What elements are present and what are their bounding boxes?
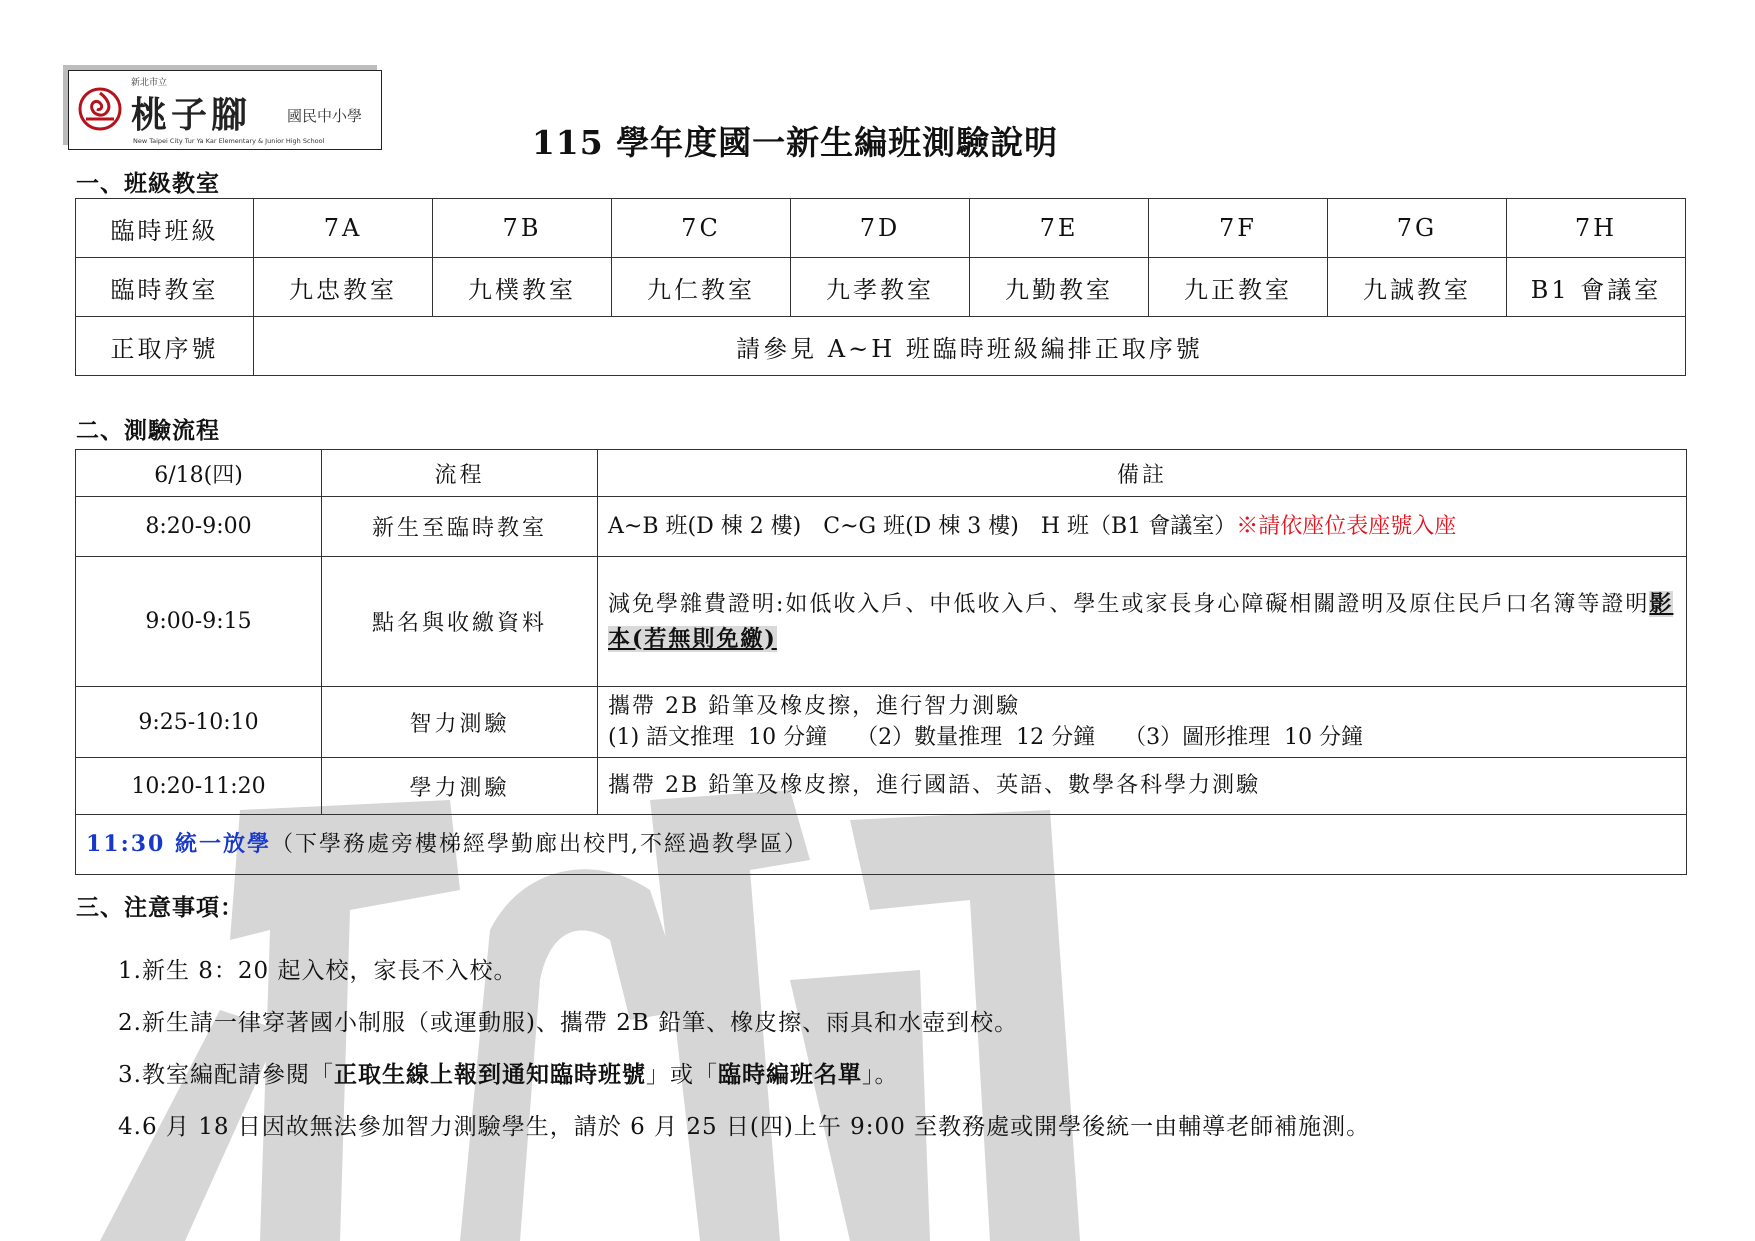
- page-title: 115 學年度國一新生編班測驗說明: [531, 123, 1059, 162]
- time-cell: 10:20-11:20: [76, 758, 322, 815]
- header-date: 6/18(四): [76, 450, 322, 497]
- class-cell: 7G: [1328, 199, 1507, 258]
- class-cell: 7F: [1149, 199, 1328, 258]
- class-cell: 7A: [254, 199, 433, 258]
- class-cell: 7C: [612, 199, 791, 258]
- time-cell: 8:20-9:00: [76, 497, 322, 557]
- note-cell: 攜帶 2B 鉛筆及橡皮擦，進行國語、英語、數學各科學力測驗: [598, 758, 1687, 815]
- table-row: [76, 687, 1687, 758]
- note-cell: [598, 687, 1687, 758]
- school-logo: [68, 70, 382, 150]
- note-item-3: [118, 1056, 898, 1089]
- table-row: [76, 758, 1687, 815]
- room-cell: 九樸教室: [433, 258, 612, 317]
- process-cell: 學力測驗: [322, 758, 598, 815]
- row-label: 臨時教室: [76, 258, 254, 317]
- logo-english-name: New Taipei City Tur Ya Kar Elementary & Junior High School: [133, 137, 325, 145]
- time-cell: 9:00-9:15: [76, 557, 322, 687]
- note-item-3-bold: 臨時編班名單: [717, 1061, 862, 1088]
- note-cell: [598, 557, 1687, 687]
- section-heading-notes: 三、注意事項：: [76, 894, 244, 921]
- class-cell: 7E: [970, 199, 1149, 258]
- table-row: [76, 815, 1687, 875]
- logo-school-type: 國民中小學: [287, 107, 363, 125]
- class-cell: 7D: [791, 199, 970, 258]
- row-label: 臨時班級: [76, 199, 254, 258]
- section-heading-classrooms: 一、班級教室: [76, 170, 220, 197]
- process-cell: 智力測驗: [322, 687, 598, 758]
- header-note: 備註: [598, 450, 1687, 497]
- note-cell: [598, 497, 1687, 557]
- table-row: [76, 199, 1686, 258]
- classroom-table: [75, 198, 1686, 376]
- note-item-3-text: 」或「: [645, 1062, 718, 1088]
- room-cell: 九孝教室: [791, 258, 970, 317]
- dismissal-cell: [76, 815, 1687, 875]
- note-item-3-bold: 正取生線上報到通知臨時班號: [333, 1061, 646, 1088]
- table-row: [76, 258, 1686, 317]
- room-cell: B1 會議室: [1507, 258, 1686, 317]
- table-header-row: [76, 450, 1687, 497]
- header-process: 流程: [322, 450, 598, 497]
- logo-name: 桃子腳: [131, 94, 252, 136]
- class-cell: 7H: [1507, 199, 1686, 258]
- note-item-3-text: 3.教室編配請參閱「: [118, 1062, 334, 1088]
- room-cell: 九仁教室: [612, 258, 791, 317]
- note-line: 攜帶 2B 鉛筆及橡皮擦，進行智力測驗: [608, 694, 1021, 719]
- note-item-4: 4.6 月 18 日因故無法參加智力測驗學生，請於 6 月 25 日(四)上午 9:00 至教務處或開學後統一由輔導老師補施測。: [118, 1114, 1371, 1140]
- note-item-3-text: 」。: [861, 1062, 899, 1088]
- room-cell: 九正教室: [1149, 258, 1328, 317]
- serial-note: 請參見 A~H 班臨時班級編排正取序號: [254, 317, 1686, 376]
- room-cell: 九忠教室: [254, 258, 433, 317]
- section-heading-schedule: 二、測驗流程: [76, 417, 220, 444]
- room-cell: 九勤教室: [970, 258, 1149, 317]
- room-cell: 九誠教室: [1328, 258, 1507, 317]
- row-label: 正取序號: [76, 317, 254, 376]
- class-cell: 7B: [433, 199, 612, 258]
- note-line: (1) 語文推理 10 分鐘 （2）數量推理 12 分鐘 （3）圖形推理 10 分鐘: [608, 725, 1364, 750]
- note-text: A~B 班(D 棟 2 樓) C~G 班(D 棟 3 樓) H 班（B1 會議室）: [608, 513, 1237, 539]
- note-bold-text: 影本(若無則免繳): [608, 590, 1674, 652]
- note-item-2: 2.新生請一律穿著國小制服（或運動服)、攜帶 2B 鉛筆、橡皮擦、雨具和水壺到校。: [118, 1010, 1019, 1036]
- dismissal-time: 11:30 統一放學: [86, 831, 272, 857]
- dismissal-route: （下學務處旁樓梯經學勤廊出校門,不經過教學區）: [271, 832, 809, 857]
- table-row: [76, 557, 1687, 687]
- schedule-table: [75, 449, 1687, 875]
- time-cell: 9:25-10:10: [76, 687, 322, 758]
- note-text: 減免學雜費證明:如低收入戶、中低收入戶、學生或家長身心障礙相關證明及原住民戶口名簿等證明: [608, 591, 1650, 617]
- note-item-1: 1.新生 8：20 起入校，家長不入校。: [118, 958, 518, 984]
- note-red-text: ※請依座位表座號入座: [1236, 513, 1457, 539]
- table-row: [76, 497, 1687, 557]
- seal-icon: [76, 85, 124, 133]
- process-cell: 點名與收繳資料: [322, 557, 598, 687]
- process-cell: 新生至臨時教室: [322, 497, 598, 557]
- logo-city: 新北市立: [131, 78, 168, 88]
- table-row: [76, 317, 1686, 376]
